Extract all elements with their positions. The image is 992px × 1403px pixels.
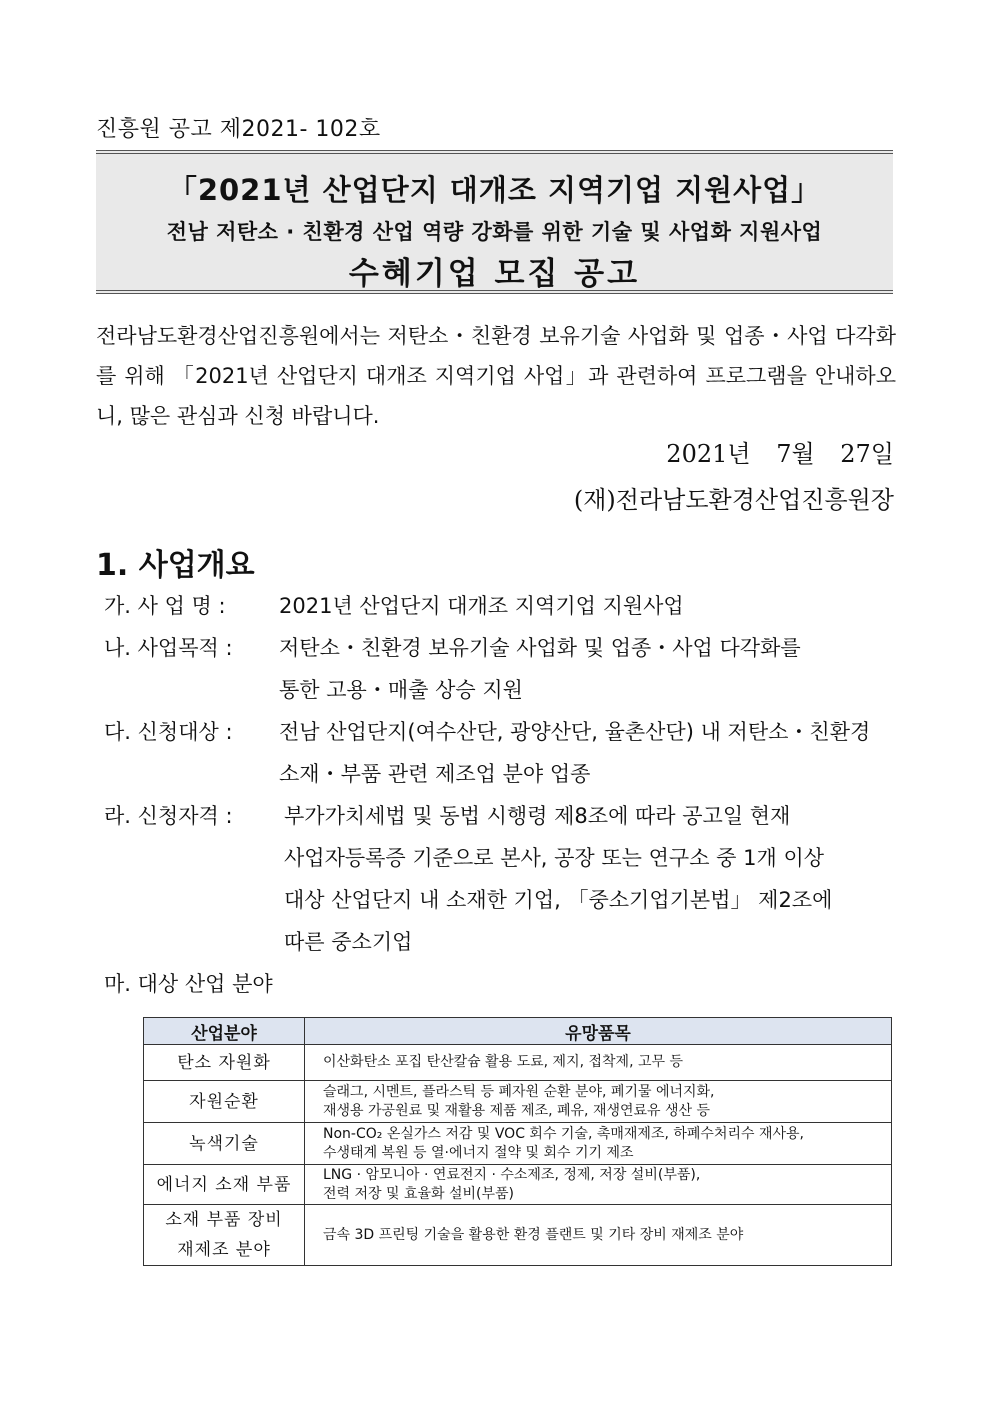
value-line: 통한 고용・매출 상승 지원 <box>279 678 523 702</box>
intro-paragraph: 전라남도환경산업진흥원에서는 저탄소・친환경 보유기술 사업화 및 업종・사업 다각화를 위해 「2021년 산업단지 대개조 지역기업 사업」과 관련하여 프로그램을 안내하오니, 많은 관심과 신청 바랍니다. <box>96 324 896 428</box>
column-header-field: 산업분야 <box>144 1018 305 1045</box>
overview-item-value <box>284 795 904 963</box>
value-line: 따른 중소기업 <box>284 930 413 954</box>
overview-item-label: 라. 신청자격 : <box>104 804 233 828</box>
items-line: 이산화탄소 포집 탄산칼슘 활용 도료, 제지, 접착제, 고무 등 <box>323 1054 684 1070</box>
items-cell <box>305 1045 892 1081</box>
table-row <box>144 1205 892 1266</box>
field-cell: 녹색기술 <box>144 1123 305 1165</box>
title-subtitle: 전남 저탄소 · 친환경 산업 역량 강화를 위한 기술 및 사업화 지원사업 <box>166 220 823 244</box>
notice-number: 진흥원 공고 제2021- 102호 <box>96 117 381 142</box>
overview-item-label: 다. 신청대상 : <box>104 720 233 744</box>
table-row <box>144 1165 892 1205</box>
items-cell <box>305 1205 892 1266</box>
overview-item-label: 나. 사업목적 : <box>104 636 233 660</box>
overview-item-value <box>279 585 899 627</box>
value-line: 사업자등록증 기준으로 본사, 공장 또는 연구소 중 1개 이상 <box>284 846 825 870</box>
field-cell <box>144 1205 305 1266</box>
field-cell: 에너지 소재 부품 <box>144 1165 305 1205</box>
value-line: 전남 산업단지(여수산단, 광양산단, 율촌산단) 내 저탄소・친환경 <box>279 720 871 744</box>
title-announcement: 수혜기업 모집 공고 <box>348 256 641 292</box>
field-line: 재제조 분야 <box>177 1240 271 1260</box>
value-line: 소재・부품 관련 제조업 분야 업종 <box>279 762 591 786</box>
table-header-row <box>144 1018 892 1045</box>
table-row <box>144 1045 892 1081</box>
items-cell <box>305 1081 892 1123</box>
overview-item-value <box>279 711 899 795</box>
overview-item-value <box>279 627 899 711</box>
value-line: 대상 산업단지 내 소재한 기업, 「중소기업기본법」 제2조에 <box>284 888 833 912</box>
overview-item-label: 가. 사 업 명 : <box>104 594 226 618</box>
items-cell <box>305 1165 892 1205</box>
field-cell: 탄소 자원화 <box>144 1045 305 1081</box>
items-line: 슬래그, 시멘트, 플라스틱 등 폐자원 순환 분야, 폐기물 에너지화, <box>323 1083 715 1100</box>
section-title: 1. 사업개요 <box>96 548 255 583</box>
items-cell <box>305 1123 892 1165</box>
items-line: LNG · 암모니아 · 연료전지 · 수소제조, 정제, 저장 설비(부품), <box>323 1166 701 1183</box>
items-line: 금속 3D 프린팅 기술을 활용한 환경 플랜트 및 기타 장비 재제조 분야 <box>323 1226 744 1243</box>
items-line: 수생태계 복원 등 열·에너지 절약 및 회수 기기 제조 <box>323 1144 634 1161</box>
value-line: 부가가치세법 및 동법 시행령 제8조에 따라 공고일 현재 <box>284 804 791 828</box>
title-main: 「2021년 산업단지 대개조 지역기업 지원사업」 <box>167 173 822 207</box>
industry-fields-table <box>143 1017 892 1266</box>
issuer-name: (재)전라남도환경산업진흥원장 <box>573 486 894 514</box>
table-row <box>144 1081 892 1123</box>
table-row <box>144 1123 892 1165</box>
items-line: Non-CO₂ 온실가스 저감 및 VOC 회수 기술, 촉매재제조, 하폐수처리수 재사용, <box>323 1125 804 1142</box>
title-box <box>96 150 893 294</box>
items-line: 재생용 가공원료 및 재활용 제품 제조, 폐유, 재생연료유 생산 등 <box>323 1102 711 1119</box>
announcement-date: 2021년 7월 27일 <box>666 440 894 468</box>
items-line: 전력 저장 및 효율화 설비(부품) <box>323 1185 515 1202</box>
value-line: 저탄소・친환경 보유기술 사업화 및 업종・사업 다각화를 <box>279 636 801 660</box>
field-cell: 자원순환 <box>144 1081 305 1123</box>
column-header-items: 유망품목 <box>305 1018 892 1045</box>
field-line: 소재 부품 장비 <box>165 1210 283 1230</box>
overview-item-label: 마. 대상 산업 분야 <box>104 972 273 996</box>
value-line: 2021년 산업단지 대개조 지역기업 지원사업 <box>279 594 684 618</box>
